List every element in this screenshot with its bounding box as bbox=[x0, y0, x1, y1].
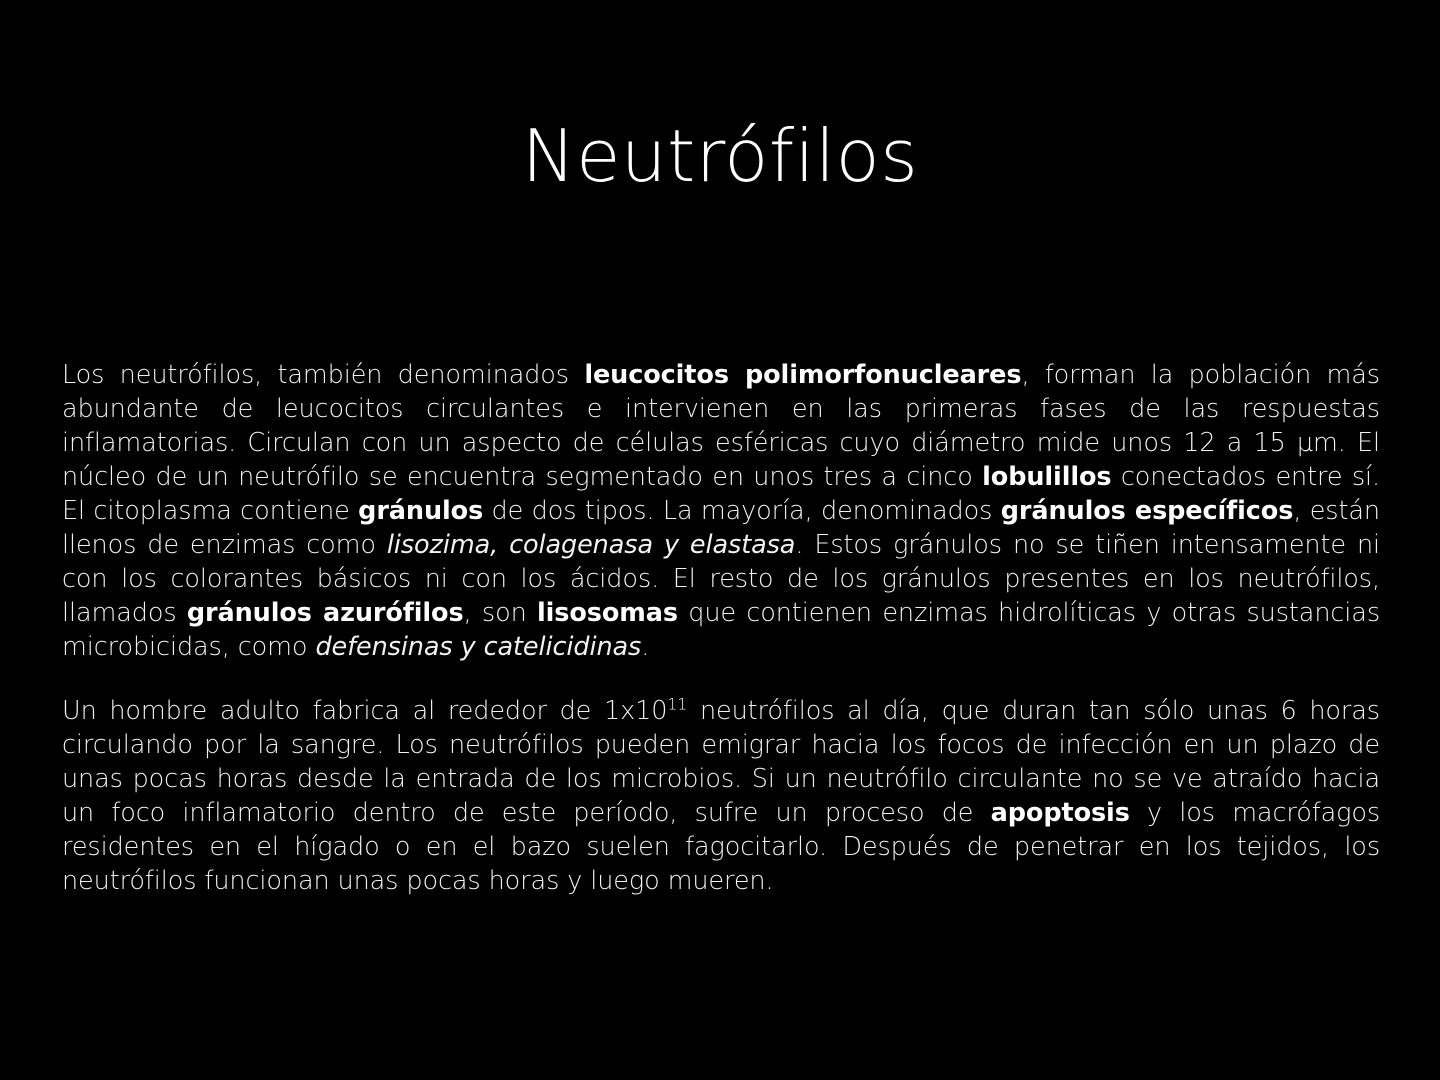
inline-bold: apoptosis bbox=[990, 798, 1130, 828]
body-content bbox=[62, 358, 1380, 898]
inline-italic: defensinas y catelicidinas bbox=[315, 632, 642, 662]
page-title: Neutrófilos bbox=[521, 114, 919, 199]
inline-bold: leucocitos polimorfonucleares bbox=[584, 360, 1022, 390]
inline-bold: gránulos azurófilos bbox=[186, 598, 464, 628]
inline-bold: lisosomas bbox=[536, 598, 678, 628]
title-container bbox=[0, 66, 1440, 247]
inline-bold: gránulos bbox=[358, 496, 484, 526]
inline-bold: gránulos específicos bbox=[1000, 496, 1294, 526]
inline-italic: lisozima, colagenasa y elastasa bbox=[386, 530, 796, 560]
inline-bold: lobulillos bbox=[982, 462, 1112, 492]
paragraph-1: Los neutrófilos, también denominados leucocitos polimorfonucleares, forman la población más abundante de leucocitos circulantes e intervienen en las primeras fases de las respuestas inflamatorias. Circulan con un aspecto de células esféricas cuyo diámetro mide unos 12 a 15 µm. El núcleo de un neutrófilo se encuentra segmentado en unos tres a cinco lobulillos conectados entre sí. El citoplasma contiene gránulos de dos tipos. La mayoría, denominados gránulos específicos, están llenos de enzimas como lisozima, colagenasa y elastasa. Estos gránulos no se tiñen intensamente ni con los colorantes básicos ni con los ácidos. El resto de los gránulos presentes en los neutrófilos, llamados gránulos azurófilos, son lisosomas que contienen enzimas hidrolíticas y otras sustancias microbicidas, como defensinas y catelicidinas. bbox=[62, 360, 1381, 662]
paragraph-2: Un hombre adulto fabrica al rededor de $1x10^{11}$ neutrófilos al día, que duran tan sólo unas 6 horas circulando por la sangre. Los neutrófilos pueden emigrar hacia los focos de infección en un plazo de unas pocas horas desde la entrada de los microbios. Si un neutrófilo circulante no se ve atraído hacia un foco inflamatorio dentro de este período, sufre un proceso de apoptosis y los macrófagos residentes en el hígado o en el bazo suelen fagocitarlo. Después de penetrar en los tejidos, los neutrófilos funcionan unas pocas horas y luego mueren. bbox=[62, 694, 1381, 896]
inline-sup: 11 bbox=[667, 694, 688, 714]
